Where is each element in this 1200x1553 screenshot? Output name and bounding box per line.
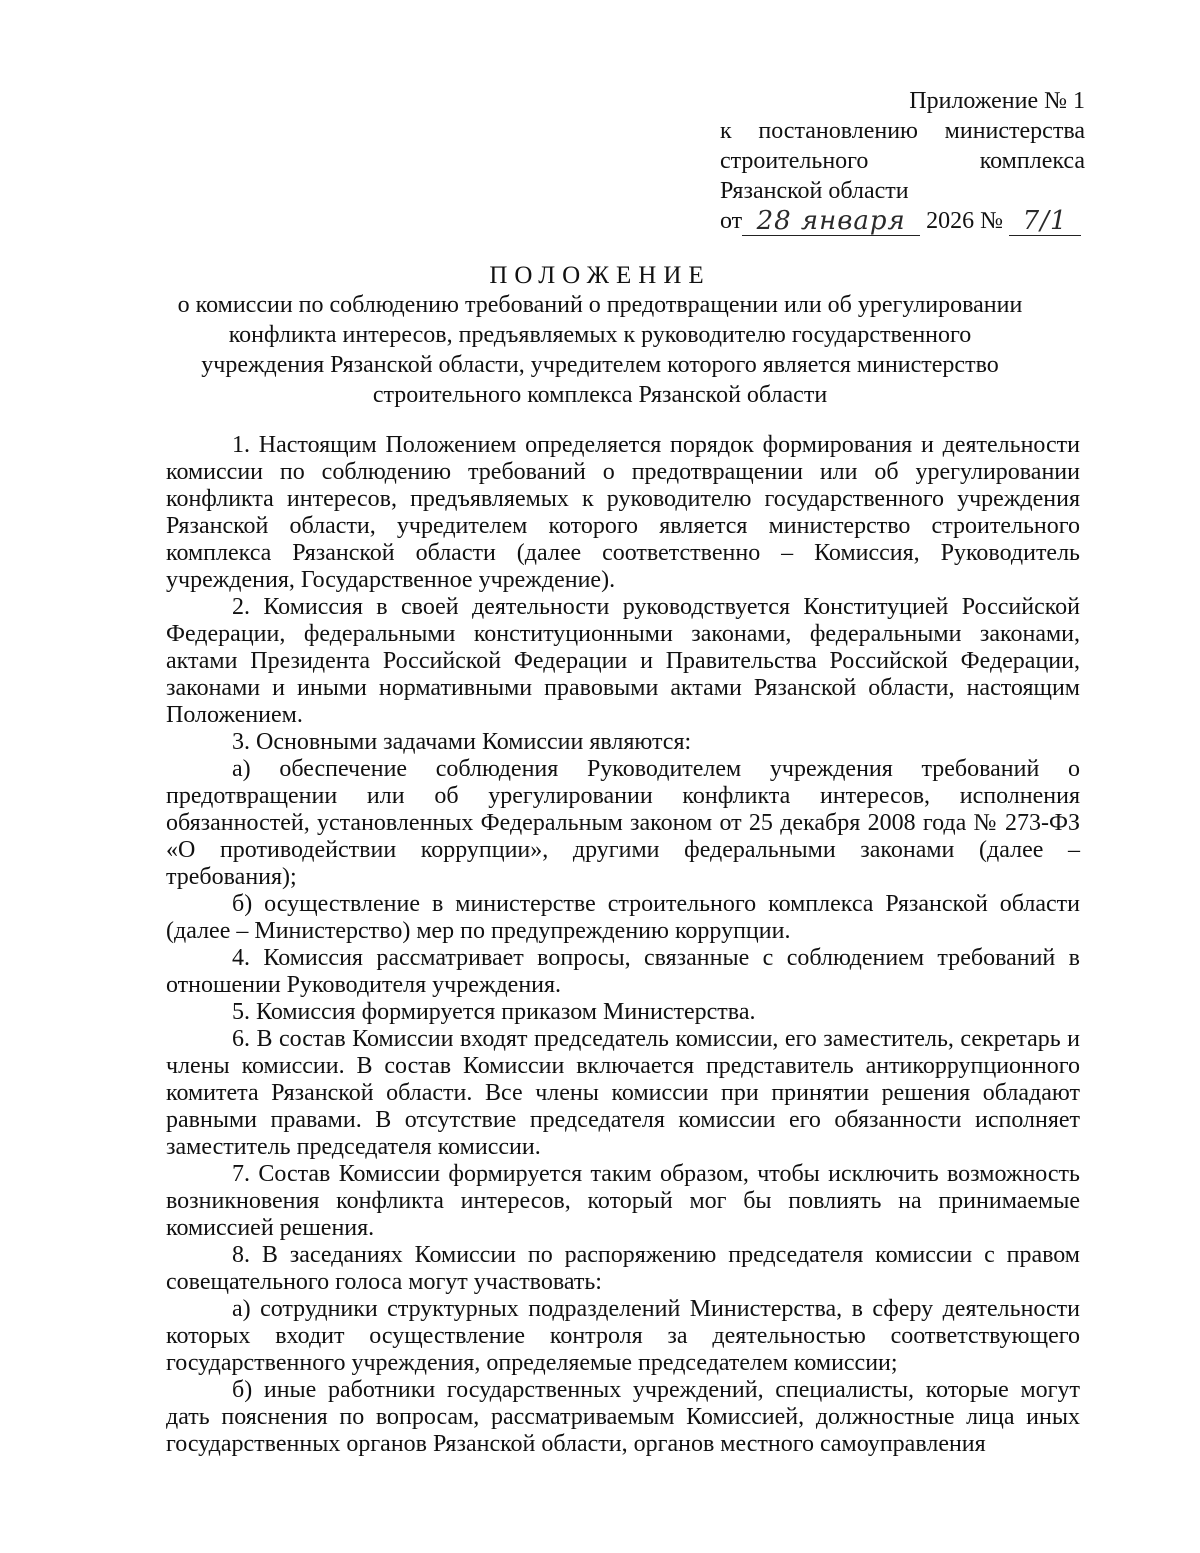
paragraph-3b: б) осуществление в министерстве строительного комплекса Рязанской области (далее – Министерство) мер по предупреждению коррупции. — [166, 891, 1080, 944]
paragraph-2: 2. Комиссия в своей деятельности руководствуется Конституцией Российской Федерации, федеральными конституционными законами, федеральными законами, актами Президента Российской Федерации и Правительства Российской Федерации, законами и иными нормативными правовыми актами Рязанской области, настоящим Положением. — [166, 594, 1080, 728]
paragraph-1: 1. Настоящим Положением определяется порядок формирования и деятельности комиссии по соблюдению требований о предотвращении или об урегулировании конфликта интересов, предъявляемых к руководителю государственного учреждения Рязанской области, учредителем которого является министерство строительного комплекса Рязанской области (далее соответственно – Комиссия, Руководитель учреждения, Государственное учреждение). — [166, 432, 1080, 593]
paragraph-8a: а) сотрудники структурных подразделений Министерства, в сферу деятельности которых входит осуществление контроля за деятельностью соответствующего государственного учреждения, определяемые председателем комиссии; — [166, 1296, 1080, 1376]
paragraph-3: 3. Основными задачами Комиссии являются: — [232, 729, 692, 755]
appendix-line-1: к постановлению министерства — [720, 118, 1085, 144]
handwritten-number: 7/1 — [1009, 207, 1081, 236]
year-number-label: 2026 № — [926, 208, 1004, 234]
paragraph-5: 5. Комиссия формируется приказом Министерства. — [232, 999, 756, 1025]
paragraph-8: 8. В заседаниях Комиссии по распоряжению председателя комиссии с правом совещательного голоса могут участвовать: — [166, 1242, 1080, 1295]
appendix-line-2: строительного комплекса — [720, 148, 1085, 174]
paragraph-7: 7. Состав Комиссии формируется таким образом, чтобы исключить возможность возникновения конфликта интересов, который мог бы повлиять на принимаемые комиссией решения. — [166, 1161, 1080, 1241]
paragraph-4: 4. Комиссия рассматривает вопросы, связанные с соблюдением требований в отношении Руководителя учреждения. — [166, 945, 1080, 998]
appendix-line-3: Рязанской области — [720, 178, 909, 204]
paragraph-6: 6. В состав Комиссии входят председатель комиссии, его заместитель, секретарь и члены комиссии. В состав Комиссии включается представитель антикоррупционного комитета Рязанской области. Все члены комиссии при принятии решения обладают равными правами. В отсутствие председателя комиссии его обязанности исполняет заместитель председателя комиссии. — [166, 1026, 1080, 1160]
document-body — [166, 432, 1080, 1458]
paragraph-3a: а) обеспечение соблюдения Руководителем учреждения требований о предотвращении или об урегулировании конфликта интересов, исполнения обязанностей, установленных Федеральным законом от 25 декабря 2008 года № 273-ФЗ «О противодействии коррупции», другими федеральными законами (далее – требования); — [166, 756, 1080, 890]
handwritten-date: 28 января — [742, 207, 920, 236]
document-subtitle: о комиссии по соблюдению требований о предотвращении или об урегулировании конфликта интересов, предъявляемых к руководителю государственного учреждения Рязанской области, учредителем которого является министерство строительного комплекса Рязанской области — [177, 292, 1023, 408]
document-title: ПОЛОЖЕНИЕ — [489, 262, 711, 289]
paragraph-8b: б) иные работники государственных учреждений, специалисты, которые могут дать пояснения по вопросам, рассматриваемым Комиссией, должностные лица иных государственных органов Рязанской области, органов местного самоуправления — [166, 1377, 1080, 1457]
date-number-row — [720, 206, 1085, 236]
date-prefix: от — [720, 208, 743, 234]
appendix-header — [720, 86, 1085, 236]
appendix-title: Приложение № 1 — [909, 88, 1085, 114]
